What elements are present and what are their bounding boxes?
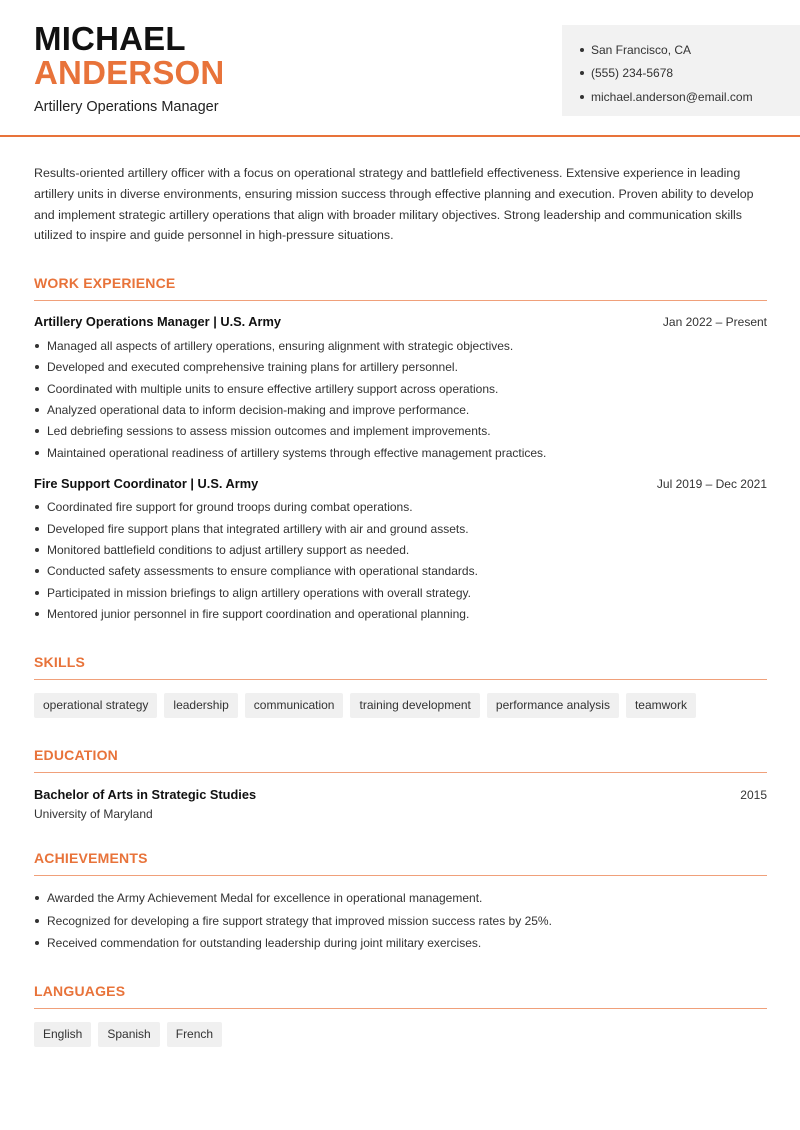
skill-tag: communication	[245, 693, 344, 718]
list-item: Recognized for developing a fire support strategy that improved mission success rates by 25%.	[34, 909, 767, 932]
summary-paragraph: Results-oriented artillery officer with a focus on operational strategy and battlefield effectiveness. Extensive experience in leading artillery units in diverse environments, ensuring mission success through effective planning and execution. Proven ability to develop and implement strategic artillery operations that align with broader military objectives. Strong leadership and communication skills utilized to inspire and guide personnel in high-pressure situations.	[34, 166, 754, 243]
list-item: Analyzed operational data to inform decision-making and improve performance.	[34, 399, 767, 420]
education-entry	[34, 787, 767, 821]
list-item: Monitored battlefield conditions to adjust artillery support as needed.	[34, 539, 767, 560]
language-tag: French	[167, 1022, 222, 1047]
last-name: ANDERSON	[34, 54, 225, 91]
job-title: Artillery Operations Manager	[34, 99, 219, 115]
bullet-icon	[35, 408, 39, 412]
contact-phone	[580, 62, 800, 86]
bullet-icon	[35, 919, 39, 923]
list-item: Received commendation for outstanding leadership during joint military exercises.	[34, 932, 767, 955]
skills-list	[34, 693, 767, 718]
degree: Bachelor of Arts in Strategic Studies	[34, 786, 257, 802]
candidate-name	[34, 22, 224, 90]
achievements-list	[34, 887, 767, 955]
bullet-icon	[35, 365, 39, 369]
bullet-icon	[35, 505, 39, 509]
location-text: San Francisco, CA	[591, 42, 692, 57]
list-item: Developed fire support plans that integrated artillery with air and ground assets.	[34, 518, 767, 539]
job-entry	[34, 476, 767, 625]
bullet-icon	[35, 344, 39, 348]
bullet-icon	[35, 387, 39, 391]
email-text: michael.anderson@email.com	[591, 89, 753, 104]
job-role: Artillery Operations Manager | U.S. Army	[34, 314, 282, 330]
bullet-icon	[580, 71, 584, 75]
list-item: Mentored junior personnel in fire support coordination and operational planning.	[34, 603, 767, 624]
languages-list	[34, 1022, 767, 1047]
job-dates: Jan 2022 – Present	[662, 315, 767, 330]
contact-box	[562, 25, 800, 116]
job-duties-list	[34, 497, 767, 625]
skill-tag: leadership	[164, 693, 237, 718]
skills-heading: SKILLS	[34, 654, 767, 680]
language-tag: English	[34, 1022, 91, 1047]
bullet-icon	[580, 48, 584, 52]
first-name: MICHAEL	[34, 20, 186, 57]
job-entry	[34, 314, 767, 463]
languages-heading: LANGUAGES	[34, 983, 767, 1009]
list-item: Participated in mission briefings to align artillery operations with overall strategy.	[34, 582, 767, 603]
job-role: Fire Support Coordinator | U.S. Army	[34, 475, 259, 491]
contact-email	[580, 85, 800, 109]
list-item: Conducted safety assessments to ensure compliance with operational standards.	[34, 561, 767, 582]
list-item: Coordinated with multiple units to ensure effective artillery support across operations.	[34, 378, 767, 399]
skill-tag: teamwork	[626, 693, 696, 718]
bullet-icon	[35, 896, 39, 900]
education-heading: EDUCATION	[34, 747, 767, 773]
list-item: Led debriefing sessions to assess mission outcomes and implement improvements.	[34, 421, 767, 442]
bullet-icon	[35, 612, 39, 616]
bullet-icon	[35, 548, 39, 552]
skill-tag: performance analysis	[487, 693, 619, 718]
skill-tag: training development	[350, 693, 479, 718]
bullet-icon	[35, 429, 39, 433]
resume-header	[0, 0, 800, 137]
bullet-icon	[35, 591, 39, 595]
graduation-year: 2015	[740, 787, 767, 802]
skill-tag: operational strategy	[34, 693, 157, 718]
list-item: Awarded the Army Achievement Medal for excellence in operational management.	[34, 887, 767, 910]
list-item: Developed and executed comprehensive training plans for artillery personnel.	[34, 357, 767, 378]
work-experience-heading: WORK EXPERIENCE	[34, 275, 767, 301]
bullet-icon	[35, 451, 39, 455]
bullet-icon	[35, 527, 39, 531]
achievements-heading: ACHIEVEMENTS	[34, 850, 767, 876]
phone-text: (555) 234-5678	[591, 66, 674, 81]
job-duties-list	[34, 335, 767, 463]
list-item: Maintained operational readiness of artillery systems through effective management practices.	[34, 442, 767, 463]
bullet-icon	[35, 569, 39, 573]
list-item: Coordinated fire support for ground troops during combat operations.	[34, 497, 767, 518]
job-dates: Jul 2019 – Dec 2021	[656, 476, 767, 491]
language-tag: Spanish	[98, 1022, 159, 1047]
list-item: Managed all aspects of artillery operations, ensuring alignment with strategic objectives.	[34, 335, 767, 356]
school-name: University of Maryland	[34, 806, 153, 821]
contact-location	[580, 38, 800, 62]
bullet-icon	[580, 95, 584, 99]
bullet-icon	[35, 941, 39, 945]
resume-body	[34, 163, 767, 1047]
